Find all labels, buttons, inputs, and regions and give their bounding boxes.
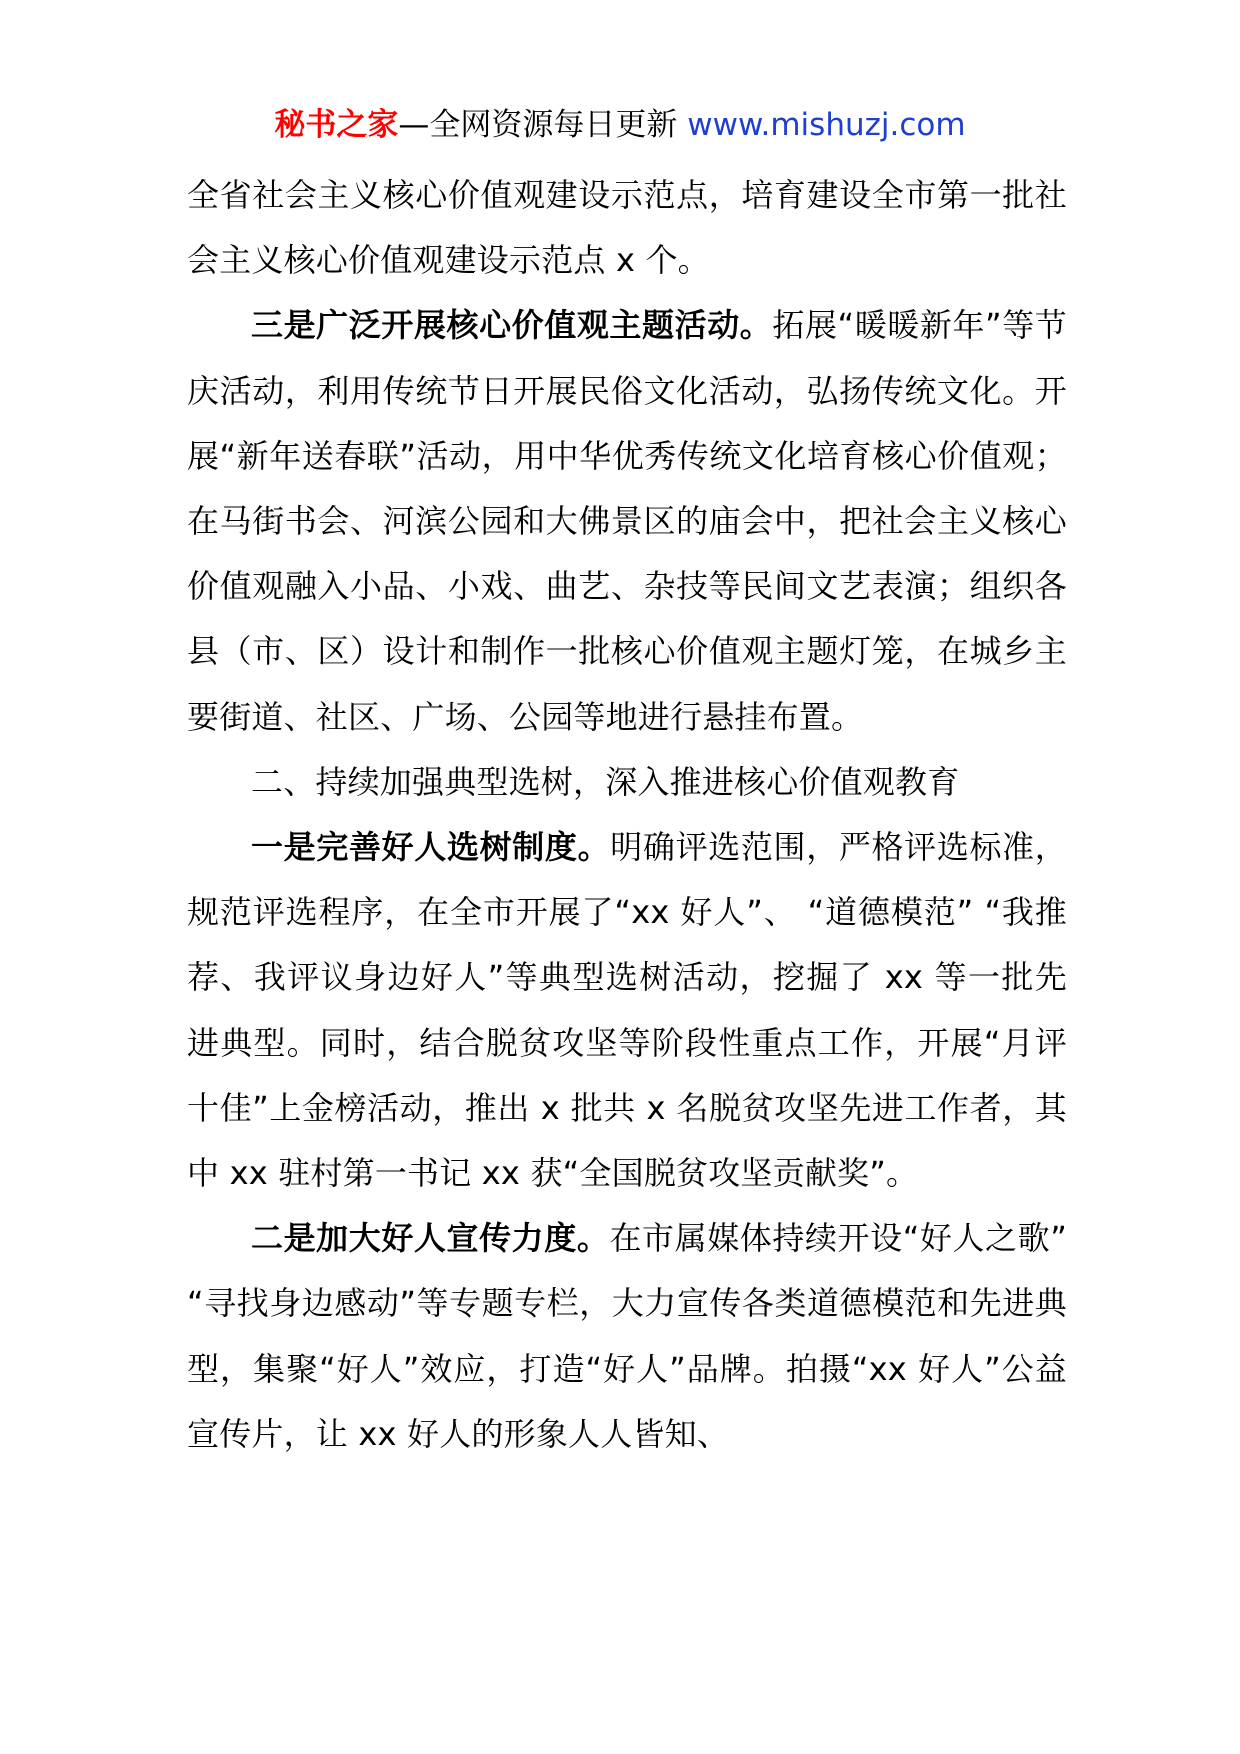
website-link[interactable]: www.mishuzj.com xyxy=(687,107,966,143)
paragraph-text: 在市属媒体持续开设“好人之歌” “寻找身边感动”等专题专栏，大力宣传各类道德模范和先进典型，集聚“好人”效应，打造“好人”品牌。拍摄“xx 好人”公益宣传片，让 xx 好人的形象人人皆知、 xyxy=(187,1219,1067,1453)
brand-name: 秘书之家 xyxy=(274,107,399,143)
section-heading xyxy=(187,750,1067,815)
document-body xyxy=(187,163,1067,1467)
paragraph-text: 明确评选范围，严格评选标准，规范评选程序，在全市开展了“xx 好人”、 “道德模范” “我推荐、我评议身边好人”等典型选树活动，挖掘了 xx 等一批先进典型。同时，结合脱贫攻坚等阶段性重点工作，开展“月评十佳”上金榜活动，推出 x 批共 x 名脱贫攻坚先进工作者，其中 xx 驻村第一书记 xx 获“全国脱贫攻坚贡献奖”。 xyxy=(187,828,1068,1193)
paragraph-text: 全省社会主义核心价值观建设示范点，培育建设全市第一批社会主义核心价值观建设示范点 x 个。 xyxy=(187,176,1067,280)
header-slogan: —全网资源每日更新 xyxy=(398,107,688,143)
section-heading-text: 二、持续加强典型选树，深入推进核心价值观教育 xyxy=(251,762,960,801)
paragraph-continued xyxy=(187,163,1067,293)
paragraph-text: 拓展“暖暖新年”等节庆活动，利用传统节日开展民俗文化活动，弘扬传统文化。开展“新年送春联”活动，用中华优秀传统文化培育核心价值观；在马街书会、河滨公园和大佛景区的庙会中，把社会主义核心价值观融入小品、小戏、曲艺、杂技等民间文艺表演；组织各县（市、区）设计和制作一批核心价值观主题灯笼，在城乡主要街道、社区、广场、公园等地进行悬挂布置。 xyxy=(187,306,1067,736)
paragraph-lead: 一是完善好人选树制度。 xyxy=(251,828,611,867)
paragraph-lead: 二是加大好人宣传力度。 xyxy=(251,1219,610,1258)
paragraph-publicity xyxy=(187,1206,1067,1467)
page-header xyxy=(0,100,1240,150)
paragraph-activities xyxy=(187,293,1067,749)
paragraph-selection-system xyxy=(187,815,1067,1206)
paragraph-lead: 三是广泛开展核心价值观主题活动。 xyxy=(251,306,773,345)
